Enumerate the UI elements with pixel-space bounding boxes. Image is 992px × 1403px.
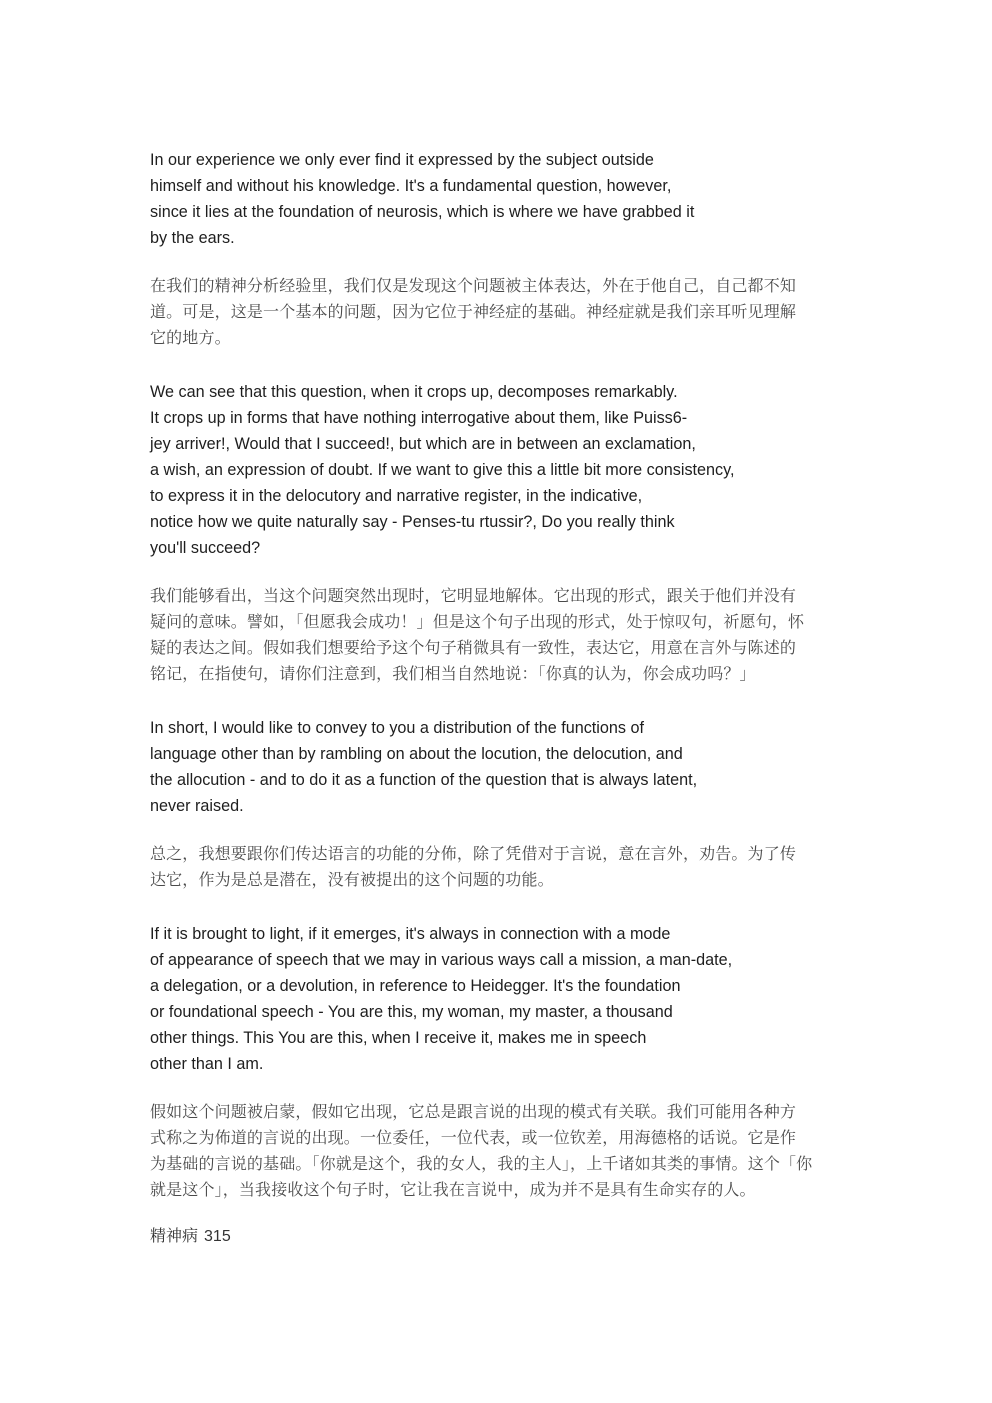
text-line: In short, I would like to convey to you a distribution of the functions of bbox=[150, 719, 644, 737]
page-body bbox=[150, 147, 850, 1250]
text-line: a delegation, or a devolution, in reference to Heidegger. It's the foundation bbox=[150, 977, 681, 995]
text-line: since it lies at the foundation of neurosis, which is where we have grabbed it bbox=[150, 203, 695, 221]
text-line: never raised. bbox=[150, 797, 244, 815]
chinese-paragraph-3 bbox=[150, 841, 844, 893]
text-line: 在我们的精神分析经验里，我们仅是发现这个问题被主体表达，外在于他自己，自己都不知 bbox=[150, 276, 797, 295]
english-paragraph-2 bbox=[150, 379, 850, 561]
paragraph-spacer bbox=[150, 351, 850, 379]
paragraph-spacer bbox=[150, 687, 850, 715]
text-line: or foundational speech - You are this, my woman, my master, a thousand bbox=[150, 1003, 673, 1021]
text-line: 为基础的言说的基础。「你就是这个，我的女人，我的主人」，上千诸如其类的事情。这个「你 bbox=[150, 1154, 813, 1173]
text-line: language other than by rambling on about the locution, the delocution, and bbox=[150, 745, 683, 763]
text-line: It crops up in forms that have nothing interrogative about them, like Puiss6- bbox=[150, 409, 688, 427]
text-line: to express it in the delocutory and narrative register, in the indicative, bbox=[150, 487, 643, 505]
text-line: notice how we quite naturally say - Penses-tu rtussir?, Do you really think bbox=[150, 513, 675, 531]
text-line: 就是这个」，当我接收这个句子时，它让我在言说中，成为并不是具有生命实存的人。 bbox=[150, 1180, 756, 1199]
text-line: you'll succeed? bbox=[150, 539, 261, 557]
english-paragraph-3 bbox=[150, 715, 850, 819]
text-line: In our experience we only ever find it expressed by the subject outside bbox=[150, 151, 654, 169]
text-line: other than I am. bbox=[150, 1055, 264, 1073]
text-line: the allocution - and to do it as a function of the question that is always latent, bbox=[150, 771, 698, 789]
text-line: 疑的表达之间。假如我们想要给予这个句子稍微具有一致性，表达它，用意在言外与陈述的 bbox=[150, 638, 797, 657]
text-line: 我们能够看出，当这个问题突然出现时，它明显地解体。它出现的形式，跟关于他们并没有 bbox=[150, 586, 797, 605]
paragraph-spacer bbox=[150, 819, 850, 841]
text-line: 式称之为佈道的言说的出现。一位委任，一位代表，或一位钦差，用海德格的话说。它是作 bbox=[150, 1128, 797, 1147]
chinese-paragraph-4 bbox=[150, 1099, 844, 1203]
chinese-paragraph-2 bbox=[150, 583, 844, 687]
running-title: 精神病 bbox=[150, 1226, 199, 1245]
paragraph-spacer bbox=[150, 561, 850, 583]
text-line: 铭记，在指使句，请你们注意到，我们相当自然地说：「你真的认为，你会成功吗？」 bbox=[150, 664, 756, 683]
text-line: jey arriver!, Would that I succeed!, but which are in between an exclamation, bbox=[150, 435, 696, 453]
text-line: other things. This You are this, when I receive it, makes me in speech bbox=[150, 1029, 647, 1047]
text-line: 达它，作为是总是潜在，没有被提出的这个问题的功能。 bbox=[150, 870, 554, 889]
paragraph-spacer bbox=[150, 1077, 850, 1099]
text-line: himself and without his knowledge. It's a fundamental question, however, bbox=[150, 177, 672, 195]
text-line: by the ears. bbox=[150, 229, 235, 247]
text-line: If it is brought to light, if it emerges, it's always in connection with a mode bbox=[150, 925, 671, 943]
page-number: 315 bbox=[204, 1228, 231, 1245]
text-line: 总之，我想要跟你们传达语言的功能的分佈，除了凭借对于言说，意在言外，劝告。为了传 bbox=[150, 844, 797, 863]
text-line: 道。可是，这是一个基本的问题，因为它位于神经症的基础。神经症就是我们亲耳听见理解 bbox=[150, 302, 797, 321]
text-line: of appearance of speech that we may in various ways call a mission, a man-date, bbox=[150, 951, 733, 969]
english-paragraph-1 bbox=[150, 147, 850, 251]
text-line: 假如这个问题被启蒙，假如它出现，它总是跟言说的出现的模式有关联。我们可能用各种方 bbox=[150, 1102, 797, 1121]
page-footer bbox=[150, 1223, 850, 1250]
chinese-paragraph-1 bbox=[150, 273, 844, 351]
text-line: We can see that this question, when it crops up, decomposes remarkably. bbox=[150, 383, 678, 401]
paragraph-spacer bbox=[150, 251, 850, 273]
text-line: 它的地方。 bbox=[150, 328, 231, 347]
text-line: 疑问的意味。譬如，「但愿我会成功！」但是这个句子出现的形式，处于惊叹句，祈愿句，怀 bbox=[150, 612, 805, 631]
text-line: a wish, an expression of doubt. If we want to give this a little bit more consistency, bbox=[150, 461, 735, 479]
paragraph-spacer bbox=[150, 893, 850, 921]
english-paragraph-4 bbox=[150, 921, 850, 1077]
